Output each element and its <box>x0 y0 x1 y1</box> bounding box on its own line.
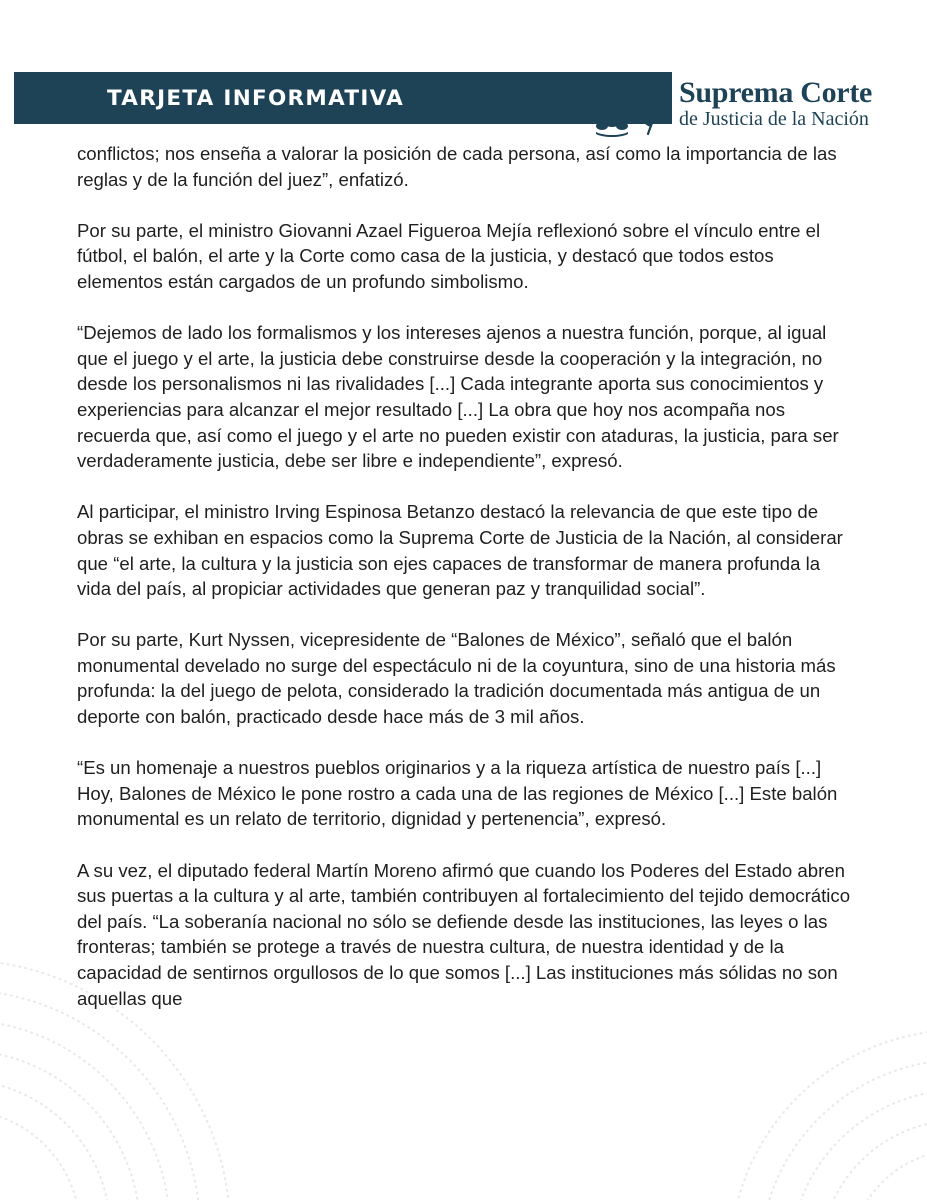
document-header <box>0 0 927 140</box>
institution-name: Suprema Corte <box>679 76 873 109</box>
laurel-branch-icon <box>640 82 672 136</box>
paragraph: “Es un homenaje a nuestros pueblos originarios y a la riqueza artística de nuestro país [...] Hoy, Balones de México le pone rostro a cada una de las regiones de México [...] Este balón monumental es un relato de territorio, dignidad y pertenencia”, expresó. <box>77 757 838 830</box>
paragraph: A su vez, el diputado federal Martín Moreno afirmó que cuando los Poderes del Estado abren sus puertas a la cultura y al arte, también contribuyen al fortalecimiento del tejido democrático del país. “La soberanía nacional no sólo se defiende desde las instituciones, las leyes o las fronteras; también se protege a través de nuestra cultura, de nuestra identidad y de la capacidad de sentirnos orgullosos de lo que somos [...] Las instituciones más sólidas no son aquellas que <box>77 859 851 1009</box>
institution-subtitle: de Justicia de la Nación <box>679 108 869 130</box>
paragraph: “Dejemos de lado los formalismos y los intereses ajenos a nuestra función, porque, al igual que el juego y el arte, la justicia debe construirse desde la cooperación y la integración, no desde los personalismos ni las rivalidades [...] Cada integrante aporta sus conocimientos y experiencias para alcanzar el mejor resultado [...] La obra que hoy nos acompaña nos recuerda que, así como el juego y el arte no pueden existir con ataduras, la justicia, para ser verdaderamente justicia, debe ser libre e independiente”, expresó. <box>77 322 839 472</box>
paragraph: Al participar, el ministro Irving Espinosa Betanzo destacó la relevancia de que este tipo de obras se exhiban en espacios como la Suprema Corte de Justicia de la Nación, al considerar que “el arte, la cultura y la justicia son ejes capaces de transformar de manera profunda la vida del país, al propiciar actividades que generan paz y tranquilidad social”. <box>77 501 843 600</box>
document-body <box>77 141 852 1037</box>
paragraph: Por su parte, Kurt Nyssen, vicepresidente de “Balones de México”, señaló que el balón monumental develado no surge del espectáculo ni de la coyuntura, sino de una historia más profunda: la del juego de pelota, considerado la tradición documentada más antigua de un deporte con balón, practicado desde hace más de 3 mil años. <box>77 629 836 728</box>
paragraph: Por su parte, el ministro Giovanni Azael Figueroa Mejía reflexionó sobre el vínculo entre el fútbol, el balón, el arte y la Corte como casa de la justicia, y destacó que todos estos elementos están cargados de un profundo simbolismo. <box>77 219 821 292</box>
paragraph: conflictos; nos enseña a valorar la posición de cada persona, así como la importancia de las reglas y de la función del juez”, enfatizó. <box>77 143 837 190</box>
banner-title: TARJETA INFORMATIVA <box>107 86 405 111</box>
